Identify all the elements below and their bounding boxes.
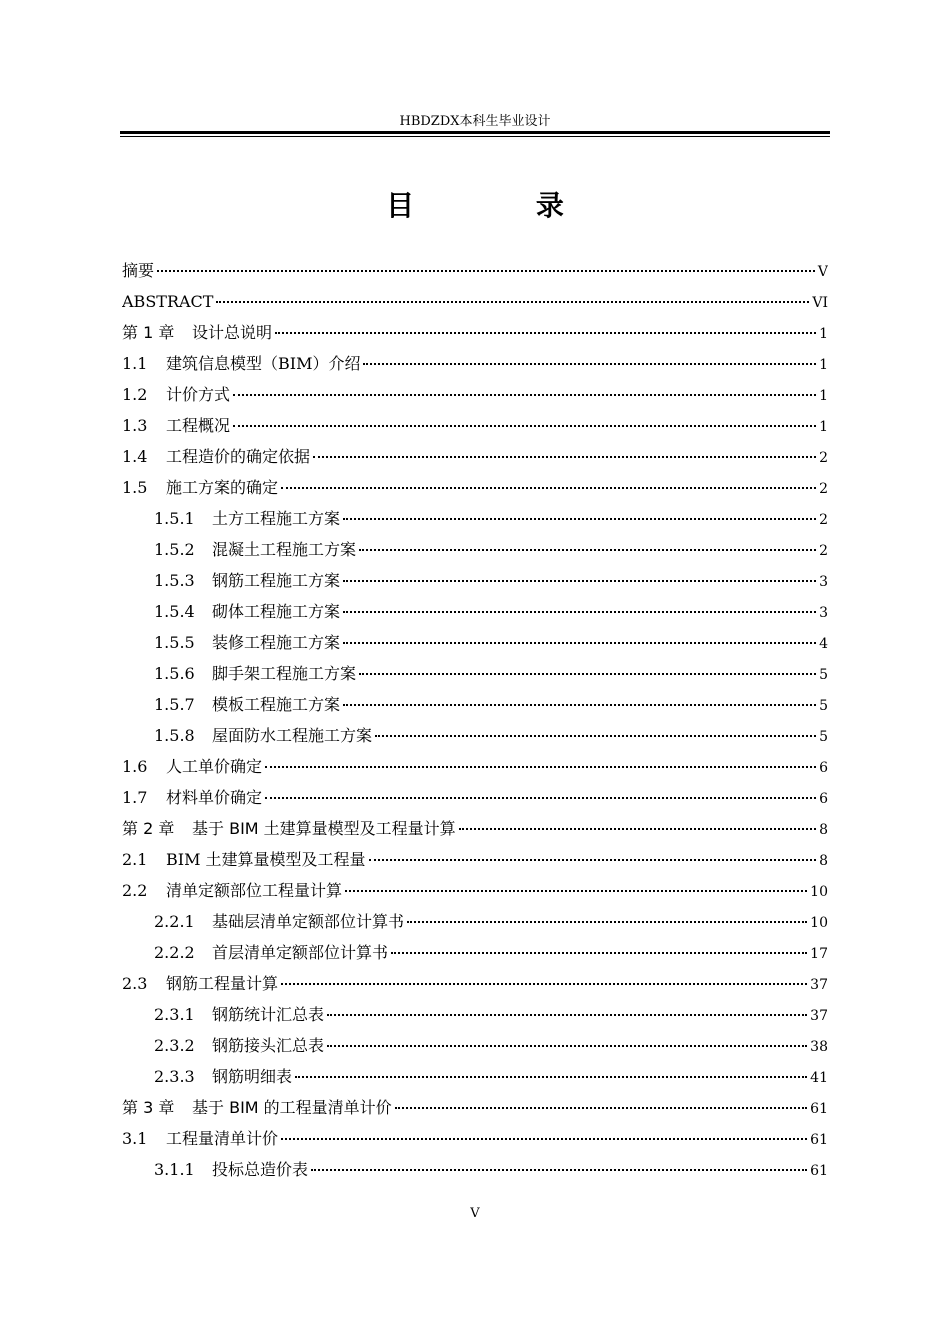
toc-entry-label: 砌体工程施工方案	[212, 602, 341, 621]
toc-dot-leader	[391, 951, 807, 954]
toc-entry-page: 61	[810, 1163, 828, 1179]
toc-entry[interactable]	[122, 596, 828, 627]
toc-entry[interactable]	[122, 534, 828, 565]
toc-dot-leader	[281, 1137, 807, 1140]
toc-entry-page: V	[817, 264, 828, 280]
toc-entry-number: 2.2.1	[154, 912, 195, 931]
toc-entry[interactable]	[122, 379, 828, 410]
toc-entry-label: 基于 BIM 土建算量模型及工程量计算	[192, 819, 456, 838]
toc-entry-number: 第 3 章	[122, 1098, 175, 1117]
toc-entry-number: 2.2	[122, 881, 148, 900]
toc-entry-label: 材料单价确定	[166, 788, 263, 807]
toc-entry-number: 1.7	[122, 788, 148, 807]
toc-entry-page: 2	[819, 543, 828, 559]
toc-entry-number: 2.2.2	[154, 943, 195, 962]
toc-entry-number: 1.5.8	[154, 726, 195, 745]
toc-entry-page: 37	[810, 977, 828, 993]
toc-entry-page: 2	[819, 450, 828, 466]
toc-dot-leader	[327, 1044, 807, 1047]
toc-entry-number: 1.5.7	[154, 695, 195, 714]
toc-entry[interactable]	[122, 441, 828, 472]
toc-entry-page: 5	[819, 698, 828, 714]
toc-entry-page: 1	[819, 326, 828, 342]
toc-dot-leader	[327, 1013, 807, 1016]
toc-entry-number: 1.2	[122, 385, 148, 404]
toc-entry[interactable]	[122, 782, 828, 813]
toc-entry-label: 屋面防水工程施工方案	[212, 726, 373, 745]
toc-dot-leader	[343, 579, 816, 582]
toc-entry-number: 1.3	[122, 416, 148, 435]
toc-entry-page: 4	[819, 636, 828, 652]
toc-entry-number: 3.1	[122, 1129, 148, 1148]
footer-page-number: V	[470, 1206, 480, 1221]
toc-dot-leader	[459, 827, 816, 830]
toc-dot-leader	[281, 486, 816, 489]
toc-entry-page: VI	[812, 295, 828, 311]
toc-dot-leader	[311, 1168, 807, 1171]
toc-entry[interactable]	[122, 410, 828, 441]
toc-entry-number: 3.1.1	[154, 1160, 195, 1179]
toc-dot-leader	[281, 982, 807, 985]
toc-entry-page: 38	[810, 1039, 828, 1055]
toc-entry-page: 2	[819, 512, 828, 528]
toc-dot-leader	[363, 362, 816, 365]
toc-entry-page: 41	[810, 1070, 828, 1086]
toc-entry[interactable]	[122, 286, 828, 317]
toc-entry-label: 钢筋工程施工方案	[212, 571, 341, 590]
toc-entry-label: 首层清单定额部位计算书	[212, 943, 389, 962]
toc-entry-number: 2.1	[122, 850, 148, 869]
toc-entry-label: 投标总造价表	[212, 1160, 309, 1179]
toc-entry-page: 17	[810, 946, 828, 962]
toc-entry-label: 基础层清单定额部位计算书	[212, 912, 405, 931]
toc-entry-page: 8	[819, 853, 828, 869]
toc-entry[interactable]	[122, 844, 828, 875]
toc-dot-leader	[343, 517, 816, 520]
toc-entry-page: 10	[810, 915, 828, 931]
toc-entry-page: 3	[819, 605, 828, 621]
toc-entry-label: ABSTRACT	[122, 292, 214, 311]
toc-entry[interactable]	[122, 720, 828, 751]
toc-dot-leader	[275, 331, 816, 334]
toc-entry-number: 第 1 章	[122, 323, 175, 342]
toc-entry[interactable]	[122, 875, 828, 906]
header-rule-thin	[120, 136, 830, 137]
header-rule-thick	[120, 131, 830, 134]
toc-dot-leader	[157, 269, 815, 272]
toc-dot-leader	[375, 734, 816, 737]
toc-entry[interactable]	[122, 627, 828, 658]
toc-dot-leader	[265, 796, 816, 799]
toc-entry-label: 基于 BIM 的工程量清单计价	[192, 1098, 392, 1117]
toc-entry[interactable]	[122, 1154, 828, 1185]
toc-entry-page: 1	[819, 357, 828, 373]
toc-dot-leader	[343, 610, 816, 613]
toc-dot-leader	[359, 672, 816, 675]
toc-entry-label: 钢筋明细表	[212, 1067, 293, 1086]
toc-dot-leader	[233, 424, 816, 427]
toc-entry[interactable]	[122, 1123, 828, 1154]
toc-entry[interactable]	[122, 906, 828, 937]
toc-entry-label: 土方工程施工方案	[212, 509, 341, 528]
toc-entry-label: 施工方案的确定	[166, 478, 279, 497]
toc-entry-label: 混凝土工程施工方案	[212, 540, 357, 559]
toc-entry-number: 1.6	[122, 757, 148, 776]
toc-entry-number: 1.5.6	[154, 664, 195, 683]
toc-entry-label: 人工单价确定	[166, 757, 263, 776]
toc-entry-number: 1.5.2	[154, 540, 195, 559]
toc-entry-number: 1.4	[122, 447, 148, 466]
toc-entry-label: 工程概况	[166, 416, 231, 435]
toc-dot-leader	[313, 455, 816, 458]
toc-entry-label: 建筑信息模型（BIM）介绍	[166, 354, 361, 373]
toc-entry-page: 6	[819, 760, 828, 776]
toc-dot-leader	[216, 300, 809, 303]
toc-entry[interactable]	[122, 813, 828, 844]
toc-entry[interactable]	[122, 317, 828, 348]
toc-entry-page: 6	[819, 791, 828, 807]
toc-entry-number: 1.5.5	[154, 633, 195, 652]
toc-entry[interactable]	[122, 751, 828, 782]
toc-entry-label: 钢筋接头汇总表	[212, 1036, 325, 1055]
toc-dot-leader	[233, 393, 816, 396]
toc-entry[interactable]	[122, 999, 828, 1030]
toc-entry-number: 1.5.1	[154, 509, 195, 528]
toc-entry-label: 摘要	[122, 261, 155, 280]
toc-entry-page: 37	[810, 1008, 828, 1024]
toc-entry-number: 2.3.2	[154, 1036, 195, 1055]
toc-entry-label: 计价方式	[166, 385, 231, 404]
toc-entry-page: 3	[819, 574, 828, 590]
toc-entry[interactable]	[122, 472, 828, 503]
toc-entry-label: 钢筋工程量计算	[166, 974, 279, 993]
toc-entry[interactable]	[122, 658, 828, 689]
toc-entry-page: 10	[810, 884, 828, 900]
toc-entry-number: 第 2 章	[122, 819, 175, 838]
toc-entry[interactable]	[122, 1092, 828, 1123]
toc-entry-page: 1	[819, 419, 828, 435]
running-header: HBDZDX本科生毕业设计	[399, 114, 551, 129]
toc-dot-leader	[295, 1075, 807, 1078]
toc-dot-leader	[343, 703, 816, 706]
toc-entry-label: 脚手架工程施工方案	[212, 664, 357, 683]
toc-entry-label: 设计总说明	[192, 323, 273, 342]
toc-entry-number: 1.5.3	[154, 571, 195, 590]
toc-entry[interactable]	[122, 255, 828, 286]
toc-entry-label: 工程造价的确定依据	[166, 447, 311, 466]
toc-dot-leader	[345, 889, 807, 892]
toc-dot-leader	[265, 765, 816, 768]
toc-entry-label: 工程量清单计价	[166, 1129, 279, 1148]
toc-entry-label: BIM 土建算量模型及工程量	[166, 850, 366, 869]
toc-entry-number: 2.3.3	[154, 1067, 195, 1086]
toc-dot-leader	[369, 858, 817, 861]
toc-entry[interactable]	[122, 565, 828, 596]
toc-entry-number: 2.3	[122, 974, 148, 993]
toc-entry-number: 1.5.4	[154, 602, 195, 621]
toc-entry-page: 5	[819, 667, 828, 683]
toc-entry-label: 模板工程施工方案	[212, 695, 341, 714]
toc-entry[interactable]	[122, 503, 828, 534]
toc-dot-leader	[343, 641, 816, 644]
toc-entry-page: 1	[819, 388, 828, 404]
toc-entry-page: 2	[819, 481, 828, 497]
toc-entry-label: 清单定额部位工程量计算	[166, 881, 343, 900]
toc-entry[interactable]	[122, 1061, 828, 1092]
toc-entry-number: 1.1	[122, 354, 148, 373]
toc-dot-leader	[407, 920, 807, 923]
toc-entry-page: 61	[810, 1101, 828, 1117]
toc-entry[interactable]	[122, 348, 828, 379]
toc-entry[interactable]	[122, 968, 828, 999]
toc-dot-leader	[395, 1106, 807, 1109]
toc-entry[interactable]	[122, 689, 828, 720]
toc-dot-leader	[359, 548, 816, 551]
toc-entry-label: 钢筋统计汇总表	[212, 1005, 325, 1024]
toc-entry-page: 61	[810, 1132, 828, 1148]
toc-entry-number: 1.5	[122, 478, 148, 497]
toc-entry-number: 2.3.1	[154, 1005, 195, 1024]
toc-entry-label: 装修工程施工方案	[212, 633, 341, 652]
page-title: 目 录	[386, 189, 620, 222]
toc-entry-page: 5	[819, 729, 828, 745]
toc-entry-page: 8	[819, 822, 828, 838]
table-of-contents	[122, 255, 828, 1185]
toc-entry[interactable]	[122, 937, 828, 968]
toc-entry[interactable]	[122, 1030, 828, 1061]
